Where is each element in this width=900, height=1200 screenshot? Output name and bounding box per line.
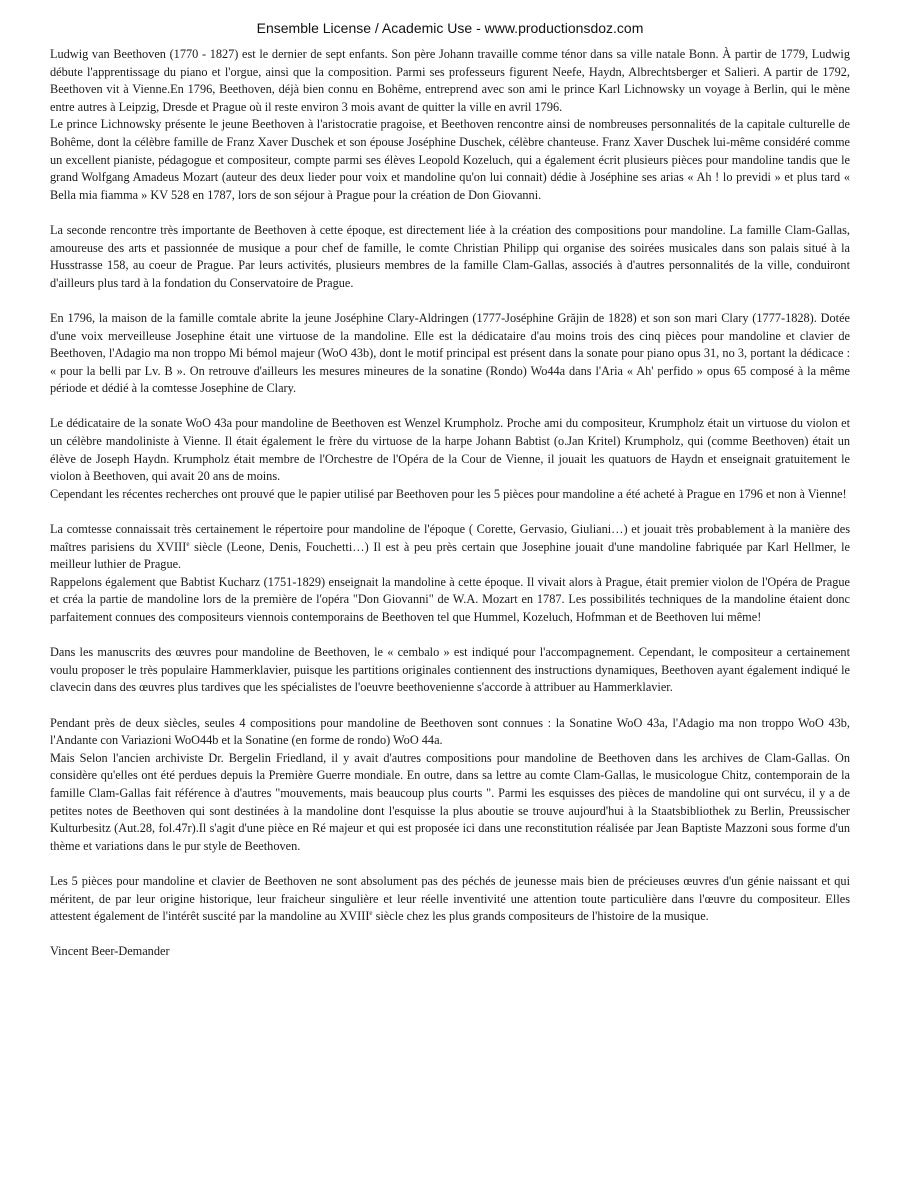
repertoire-text-a: La comtesse connaissait très certainement le répertoire pour mandoline de l'époque ( Corette, Gervasio, Giuliani…) et jouait très probablement à la manière des maîtres parisiens du XVIII bbox=[50, 522, 850, 554]
paragraph-lichnowsky: Le prince Lichnowsky présente le jeune Beethoven à l'aristocratie pragoise, et Beethoven rencontre ainsi de nombreuses personnalités de la capitale culturelle de Bohême, dont la célèbre famille de Franz Xaver Duschek et son épouse Joséphine Duschek, célèbre chanteuse. Franz Xaver Duschek lui-même considéré comme un excellent pianiste, pédagogue et compositeur, compte parmi ses élèves Leopold Kozeluch, qui a également écrit plusieurs pièces pour mandoline tandis que le grand Wolfgang Amadeus Mozart (auteur des deux lieder pour voix et mandoline qu'on lui connait) dédie à Joséphine ses arias « Ah ! lo previdi » et plus tard « Bella mia fiamma » KV 528 en 1787, lors de son séjour à Prague pour la création de Don Giovanni. bbox=[50, 117, 850, 202]
paragraph-paper-research: Cependant les récentes recherches ont prouvé que le papier utilisé par Beethoven pour les 5 pièces pour mandoline a été acheté à Prague en 1796 et non à Vienne! bbox=[50, 486, 847, 501]
repertoire-text-b: siècle (Leone, Denis, Fouchetti…) Il est à peu près certain que Josephine jouait d'une mandoline fabriquée par Karl Hellmer, le meilleur luthier de Prague. bbox=[50, 539, 850, 572]
paragraph-krumpholz: Le dédicataire de la sonate WoO 43a pour mandoline de Beethoven est Wenzel Krumpholz. Proche ami du compositeur, Krumpholz était un virtuose du violon et un célèbre mandoliniste à Vienne. Il était également le frère du virtuose de la harpe Johann Babtist (o.Jan Kritel) Krumpholz, qui (comme Beethoven) était un élève de Joseph Haydn. Krumpholz était membre de l'Orchestre de l'Opéra de la Cour de Vienne, il jouait les quatuors de Haydn et enseignait gratuitement le violon à Beethoven, qui avait 20 ans de moins. bbox=[50, 416, 850, 484]
paragraph-archives: Mais Selon l'ancien archiviste Dr. Bergelin Friedland, il y avait d'autres compositions pour mandoline de Beethoven dans les archives de Clam-Gallas. On considère qu'elles ont été perdues depuis la Première Guerre mondiale. En outre, dans sa lettre au comte Clam-Gallas, le musicologue Chitz, contemporain de la famille Clam-Gallas fait référence à d'autres "mouvements, mais beaucoup plus courts ". Parmi les esquisses des pièces de mandoline qui ont survécu, il y a de petites notes de Beethoven qui sont destinées à la mandoline dont l'esquisse la plus aboutie se trouve aujourd'hui à la Staatsbibliothek zu Berlin, Preussischer Kulturbesitz (Aut.28, fol.47r).Il s'agit d'une pièce en Ré majeur et qui est proposée ici dans une reconstitution réalisée par Jean Baptiste Mazzoni sous forme d'un thème et variations dans le pur style de Beethoven. bbox=[50, 750, 850, 853]
document-body bbox=[50, 46, 850, 978]
license-header: Ensemble License / Academic Use - www.productionsdoz.com bbox=[256, 20, 644, 36]
paragraph-repertoire bbox=[50, 521, 850, 574]
repertoire-superscript: e bbox=[186, 539, 190, 548]
paragraph-clam-gallas: La seconde rencontre très importante de Beethoven à cette époque, est directement liée à la création des compositions pour mandoline. La famille Clam-Gallas, amoureuse des arts et passionnée de musique a pour chef de famille, le comte Christian Philipp qui organise des soirées musicales dans son palais situé à la Husstrasse 158, au coeur de Prague. Par leurs activités, plusieurs membres de la famille Clam-Gallas, associés à d'autres personnalités de la ville, conduiront d'ailleurs plus tard à la fondation du Conservatoire de Prague. bbox=[50, 222, 850, 290]
conclusion-superscript: e bbox=[369, 909, 373, 917]
paragraph-cembalo: Dans les manuscrits des œuvres pour mandoline de Beethoven, le « cembalo » est indiqué pour l'accompagnement. Cependant, le compositeur a certainement voulu proposer le très populaire Hammerklavier, puisque les partitions originales contiennent des instructions dynamiques, Beethoven ayant également indiqué le clavecin dans des œuvres plus tardives que les spécialistes de l'oeuvre beethovenienne s'accorde à attribuer au Hammerklavier. bbox=[50, 645, 850, 695]
conclusion-text-a: Les 5 pièces pour mandoline et clavier de Beethoven ne sont absolument pas des péchés de jeunesse mais bien de précieuses œuvres d'un génie naissant et qui méritent, de par leur origine historique, leur fraicheur singulière et leur réelle inventivité une attention toute particulière dans l'œuvre du compositeur. Elles attestent également de l'intérêt suscité par la mandoline au XVIII bbox=[50, 873, 850, 924]
paragraph-clary: En 1796, la maison de la famille comtale abrite la jeune Joséphine Clary-Aldringen (1777-Joséphine Grăjin de 1828) et son son mari Clary (1777-1828). Dotée d'une voix merveilleuse Josephine était une virtuose de la mandoline. Elle est la dédicataire d'au moins trois des cinq pièces pour mandoline et clavier de Beethoven, l'Adagio ma non troppo Mi bémol majeur (WoO 43b), dont le motif principal est présent dans la sonate pour piano opus 31, no 3, portant la dédicace : « pour la belli par Lv. B ». On retrouve d'ailleurs les mesures mineures de la sonatine (Rondo) Wo44a dans l'Aria « Ah' perfido » opus 65 composé à la même période et dédié à la comtesse Josephine de Clary. bbox=[50, 310, 850, 396]
paragraph-biography: Ludwig van Beethoven (1770 - 1827) est le dernier de sept enfants. Son père Johann travaille comme ténor dans sa ville natale Bonn. À partir de 1779, Ludwig débute l'apprentissage du piano et l'orgue, ainsi que la composition. Parmi ses professeurs figurent Neefe, Haydn, Albrechtsberger et Salieri. A partir de 1792, Beethoven vit à Vienne.En 1796, Beethoven, déjà bien connu en Bohême, entreprend avec son ami le prince Karl Lichnowsky un voyage à Berlin, qui le mène entre autres à Leipzig, Dresde et Prague où il reste environ 3 mois avant de quitter la ville en avril 1796. bbox=[50, 47, 850, 114]
paragraph-kucharz: Rappelons également que Babtist Kucharz (1751-1829) enseignait la mandoline à cette époque. Il vivait alors à Prague, était premier violon de l'Opéra de Prague et créa la partie de mandoline lors de la première de l'opéra "Don Giovanni" de W.A. Mozart en 1787. Les possibilités techniques de la mandoline étaient donc parfaitement connues des compositeurs viennois contemporains de Beethoven tel que Hummel, Kozeluch, Hofmman et de Beethoven lui même! bbox=[50, 574, 850, 624]
paragraph-compositions: Pendant près de deux siècles, seules 4 compositions pour mandoline de Beethoven sont connues : la Sonatine WoO 43a, l'Adagio ma non troppo WoO 43b, l'Andante con Variazioni WoO44b et la Sonatine (en forme de rondo) WoO 44a. bbox=[50, 715, 850, 748]
conclusion-text-b: siècle chez les plus grands compositeurs de l'histoire de la musique. bbox=[372, 909, 709, 924]
author-signature: Vincent Beer-Demander bbox=[50, 944, 170, 959]
paragraph-conclusion bbox=[50, 873, 850, 926]
